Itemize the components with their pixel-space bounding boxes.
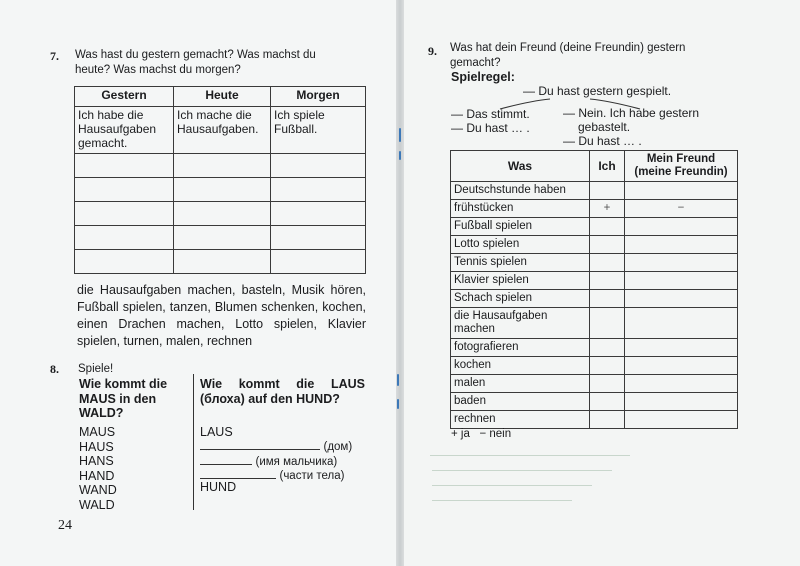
show-through-line	[432, 485, 592, 486]
pencil-mark	[397, 374, 399, 386]
reply-no-line3: — Du hast … .	[563, 134, 642, 148]
blank-cell[interactable]	[271, 154, 366, 178]
exercise-7-question-line1: Was hast du gestern gemacht? Was machst du	[75, 49, 316, 61]
word-ladder-maus	[79, 425, 117, 512]
exercise-9-table-wrapper	[450, 150, 738, 429]
table-row	[75, 154, 366, 178]
answer-blank[interactable]	[200, 478, 276, 479]
table-row	[451, 200, 738, 218]
activity-cell: Lotto spielen	[451, 236, 590, 254]
exercise-7-number: 7.	[50, 49, 59, 63]
word-ladder-item: WAND	[79, 483, 117, 497]
table-row	[451, 411, 738, 429]
activity-cell: baden	[451, 393, 590, 411]
show-through-line	[432, 500, 572, 501]
blank-cell[interactable]	[174, 202, 271, 226]
word-ladder-start: LAUS	[200, 425, 233, 439]
activity-cell: Tennis spielen	[451, 254, 590, 272]
ich-cell[interactable]	[590, 182, 625, 200]
pencil-mark	[399, 151, 401, 160]
exercise-7-question	[75, 48, 367, 78]
exercise-9-question-line1: Was hat dein Freund (deine Freundin) gestern	[450, 42, 686, 54]
activity-cell: Fußball spielen	[451, 218, 590, 236]
exercise-8-number: 8.	[50, 362, 59, 376]
freund-cell[interactable]	[625, 254, 738, 272]
freund-cell[interactable]	[625, 218, 738, 236]
blank-cell[interactable]	[174, 178, 271, 202]
activity-cell: malen	[451, 375, 590, 393]
table-row	[451, 272, 738, 290]
freund-cell[interactable]	[625, 272, 738, 290]
blank-cell[interactable]	[271, 226, 366, 250]
activity-cell: kochen	[451, 357, 590, 375]
pencil-mark	[397, 399, 399, 409]
table-cell: Ich spiele Fußball.	[271, 107, 366, 154]
table-header-ich: Ich	[590, 151, 625, 182]
reply-no-line2: gebastelt.	[578, 120, 631, 134]
column-divider	[193, 374, 194, 510]
table-header-was: Was	[451, 151, 590, 182]
legend: + ja − nein	[451, 428, 512, 440]
exercise-7-word-bank: die Hausaufgaben machen, basteln, Musik hören, Fußball spielen, tanzen, Blumen schenken, kochen, einen Drachen machen, Lotto spielen, Klavier spielen, turnen, malen, rechnen	[77, 283, 366, 348]
blank-cell[interactable]	[271, 178, 366, 202]
freund-cell[interactable]	[625, 182, 738, 200]
activity-cell: Schach spielen	[451, 290, 590, 308]
table-header-morgen: Morgen	[271, 87, 366, 107]
hint-label: (части тела)	[279, 470, 345, 482]
exercise-9-question	[450, 41, 745, 71]
word-ladder-item: HANS	[79, 454, 114, 468]
ich-cell[interactable]	[590, 272, 625, 290]
answer-blank[interactable]	[200, 464, 252, 465]
table-row	[451, 339, 738, 357]
word-ladder-item: WALD	[79, 497, 115, 512]
table-header-gestern: Gestern	[75, 87, 174, 107]
activity-cell: frühstücken	[451, 200, 590, 218]
reply-no-line1: — Nein. Ich habe gestern	[563, 106, 700, 120]
blank-cell[interactable]	[271, 202, 366, 226]
blank-cell[interactable]	[75, 178, 174, 202]
table-row	[451, 375, 738, 393]
page-number: 24	[58, 518, 72, 533]
hint-label: (дом)	[323, 441, 353, 453]
activity-cell: rechnen	[451, 411, 590, 429]
ich-cell[interactable]	[590, 357, 625, 375]
table-row	[75, 178, 366, 202]
word-ladder-item: HAUS	[79, 439, 114, 454]
exercise-9-question-line2: gemacht?	[450, 57, 501, 69]
reply-you-have: — Du hast … .	[451, 121, 530, 135]
table-header-heute: Heute	[174, 87, 271, 107]
freund-cell[interactable]	[625, 236, 738, 254]
activity-cell: die Hausaufgaben machen	[451, 308, 590, 339]
activity-cell: Deutschstunde haben	[451, 182, 590, 200]
freund-cell[interactable]	[625, 357, 738, 375]
freund-cell[interactable]	[625, 375, 738, 393]
hint-label: (имя мальчика)	[255, 456, 338, 468]
answer-blank[interactable]	[200, 449, 320, 450]
freund-cell[interactable]	[625, 339, 738, 357]
blank-cell[interactable]	[271, 250, 366, 274]
table-row	[451, 182, 738, 200]
ich-cell[interactable]	[590, 308, 625, 339]
exercise-9-table	[450, 150, 738, 429]
table-row	[451, 357, 738, 375]
freund-cell[interactable]	[625, 411, 738, 429]
table-row	[451, 218, 738, 236]
dialog-prompt: — Du hast gestern gespielt.	[523, 84, 672, 98]
table-row	[451, 236, 738, 254]
show-through-line	[430, 455, 630, 456]
blank-cell[interactable]	[174, 250, 271, 274]
activity-cell: fotografieren	[451, 339, 590, 357]
ich-cell[interactable]	[590, 236, 625, 254]
blank-cell[interactable]	[174, 154, 271, 178]
show-through-line	[432, 470, 612, 471]
table-row	[75, 226, 366, 250]
ich-cell[interactable]	[590, 411, 625, 429]
table-row	[75, 250, 366, 274]
game-heading-maus: Wie kommt die MAUS in den WALD?	[79, 377, 168, 420]
table-row	[451, 308, 738, 339]
ich-cell[interactable]	[590, 375, 625, 393]
freund-cell[interactable]: −	[625, 200, 738, 218]
ich-cell[interactable]	[590, 393, 625, 411]
word-ladder-end: HUND	[200, 480, 237, 494]
table-header-freund: Mein Freund (meine Freundin)	[625, 151, 738, 182]
freund-cell[interactable]	[625, 308, 738, 339]
table-row	[451, 393, 738, 411]
exercise-9-number: 9.	[428, 44, 437, 58]
table-row	[451, 290, 738, 308]
blank-cell[interactable]	[75, 154, 174, 178]
reply-yes: — Das stimmt.	[451, 107, 530, 121]
pencil-mark	[399, 128, 401, 142]
word-ladder-item: MAUS	[79, 425, 116, 439]
freund-cell[interactable]	[625, 393, 738, 411]
table-cell: Ich habe die Hausaufgaben gemacht.	[75, 107, 174, 154]
activity-cell: Klavier spielen	[451, 272, 590, 290]
blank-cell[interactable]	[75, 250, 174, 274]
ich-cell[interactable]	[590, 218, 625, 236]
table-row	[75, 202, 366, 226]
exercise-7-table-wrapper	[74, 86, 366, 274]
ich-cell[interactable]: +	[590, 200, 625, 218]
exercise-8-title: Spiele!	[78, 363, 114, 375]
blank-cell[interactable]	[75, 226, 174, 250]
book-spine	[396, 0, 404, 566]
table-cell: Ich mache die Hausaufgaben.	[174, 107, 271, 154]
game-heading-laus: Wie kommt die LAUS (блоха) auf den HUND?	[200, 377, 365, 406]
ich-cell[interactable]	[590, 254, 625, 272]
blank-cell[interactable]	[174, 226, 271, 250]
word-ladder-item: HAND	[79, 468, 115, 483]
ich-cell[interactable]	[590, 290, 625, 308]
freund-cell[interactable]	[625, 290, 738, 308]
blank-cell[interactable]	[75, 202, 174, 226]
table-row	[451, 254, 738, 272]
exercise-7-question-line2: heute? Was machst du morgen?	[75, 64, 241, 76]
rule-label: Spielregel:	[451, 70, 515, 84]
answer-line-house	[200, 439, 365, 455]
ich-cell[interactable]	[590, 339, 625, 357]
exercise-7-table	[74, 86, 366, 274]
